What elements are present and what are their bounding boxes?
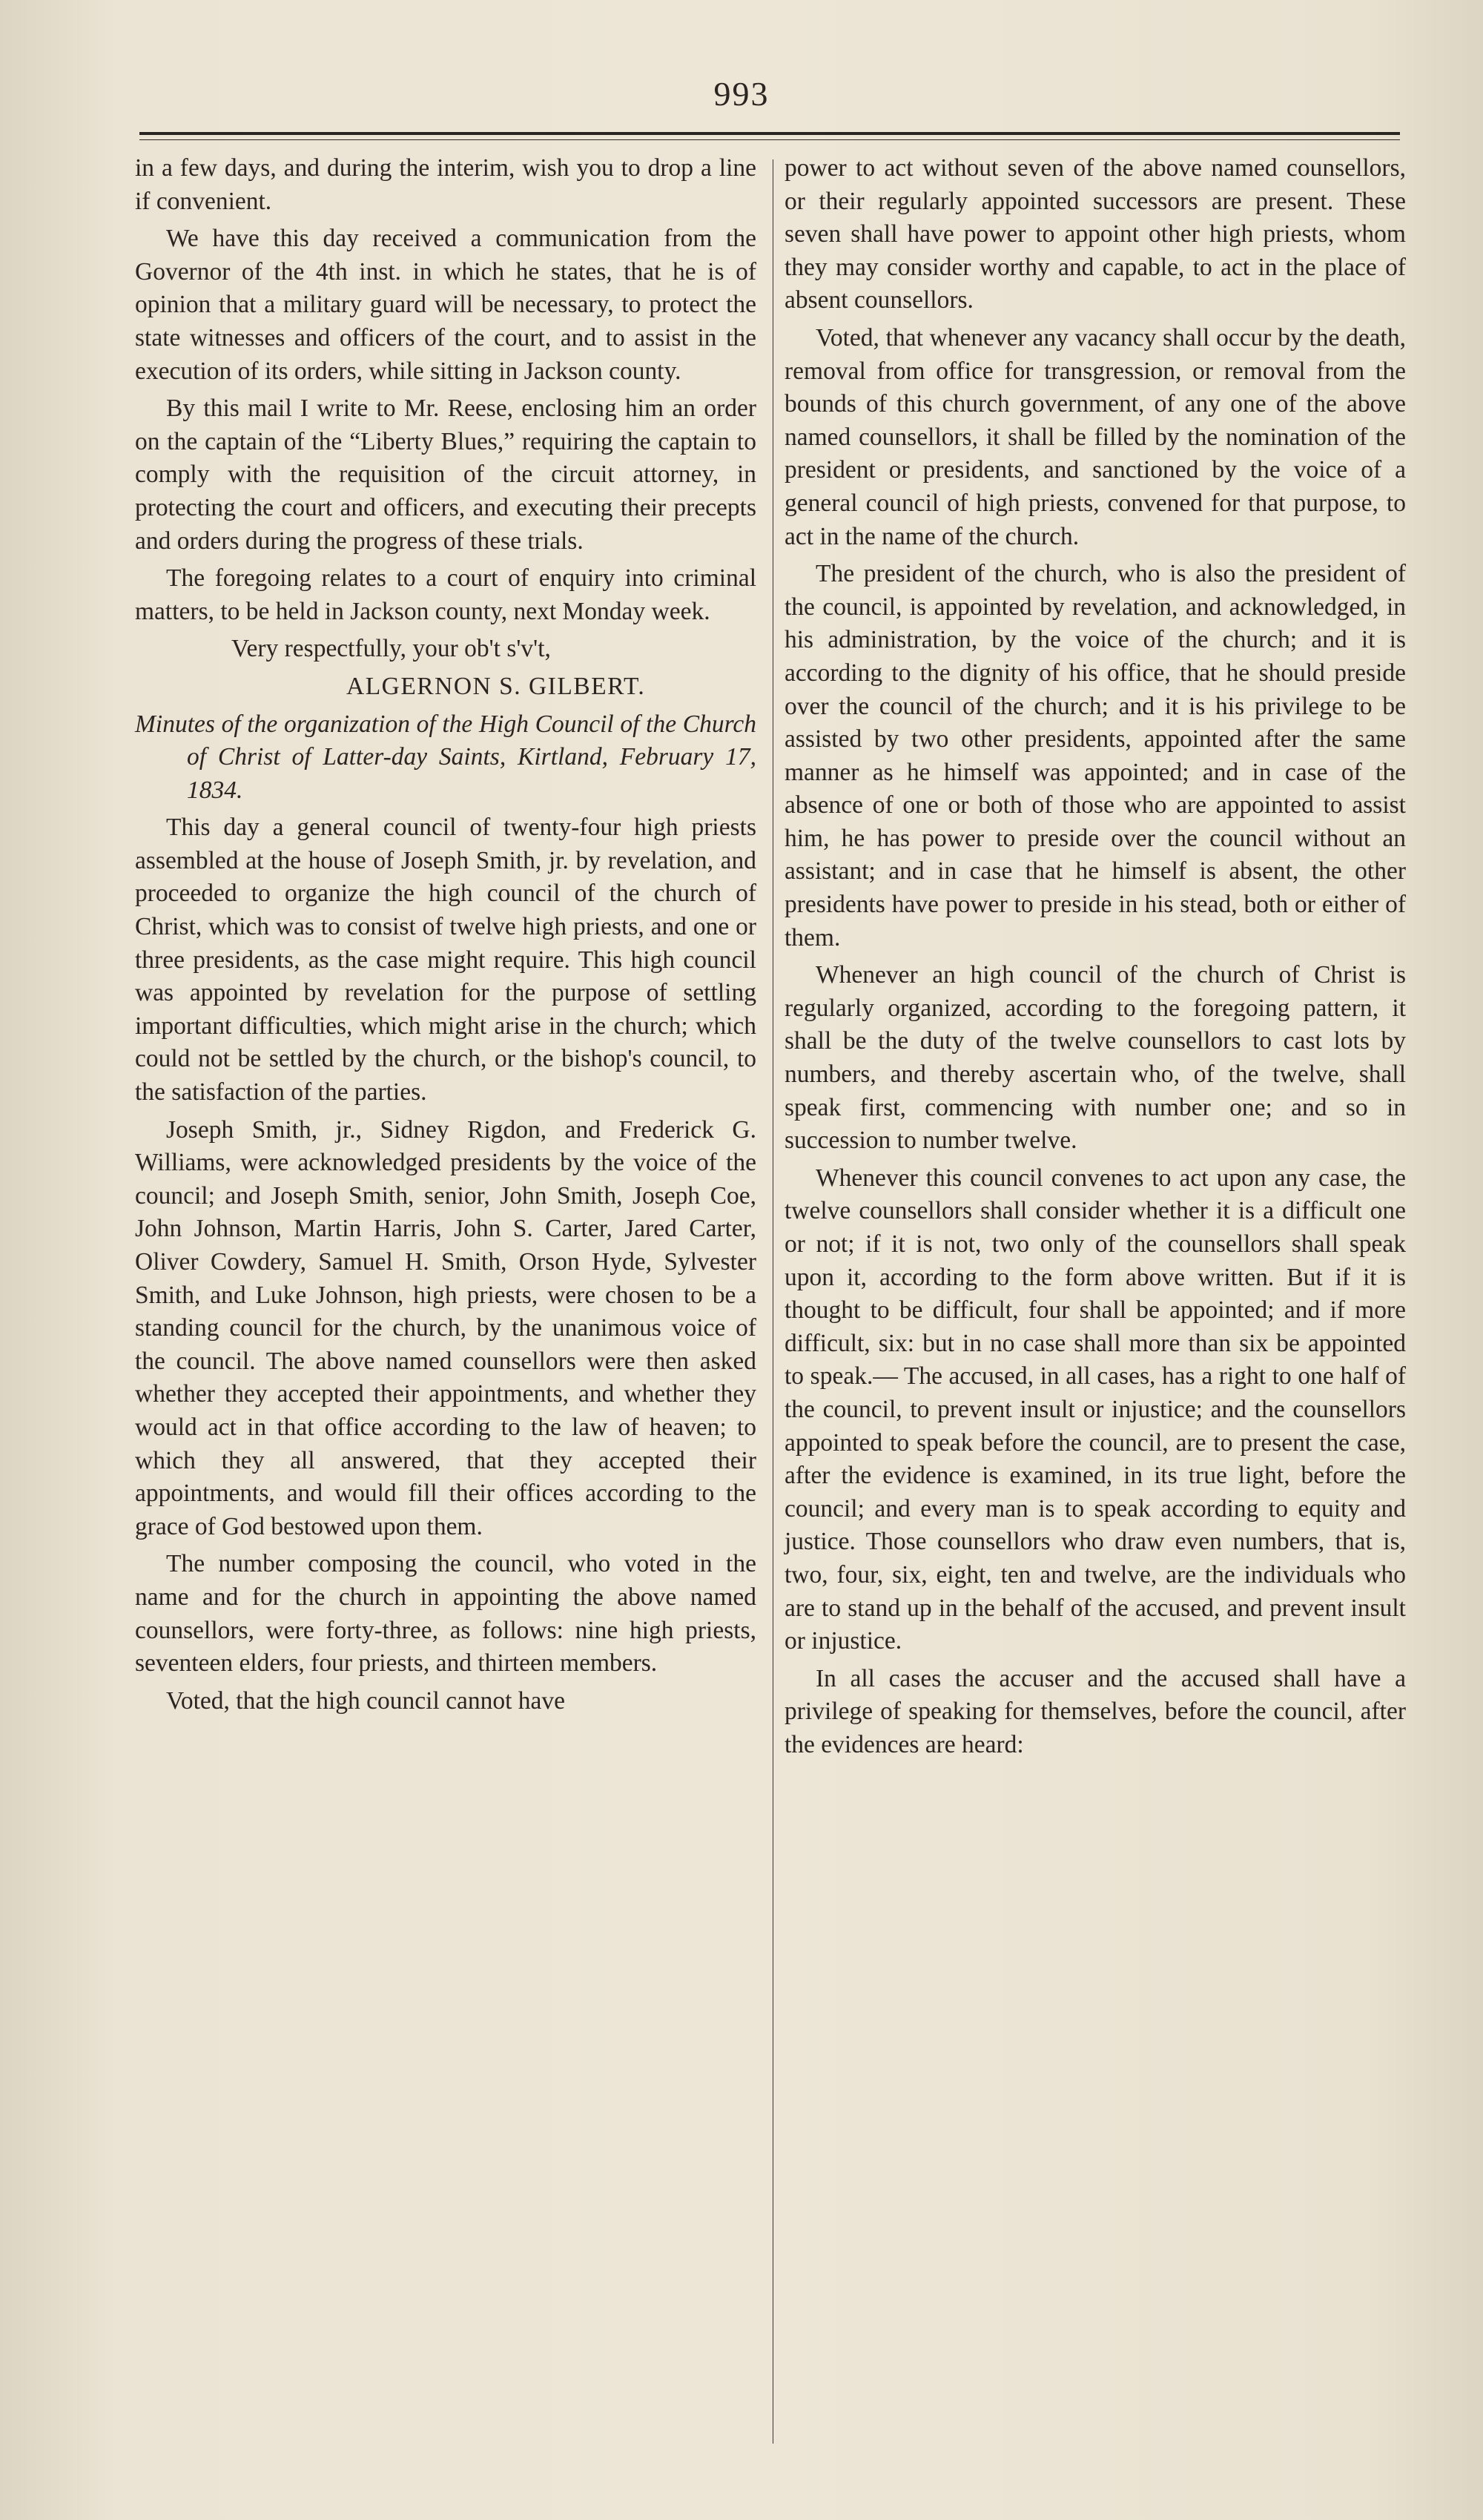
paragraph: This day a general council of twenty-four high priests assembled at the house of Joseph Smith, jr. by revelation, and proceeded to organize the high council of the church of Christ, which was to consist of twelve high priests, and one or three presidents, as the case might require. This high council was appointed by revelation for the purpose of settling important difficulties, which might arise in the church; which could not be settled by the church, or the bishop's council, to the satisfaction of the parties. bbox=[135, 814, 756, 1106]
paragraph: Voted, that whenever any vacancy shall occur by the death, removal from office for transgression, or removal from the bounds of this church government, of any one of the above named counsellors, it shall be filled by the nomination of the president or presidents, and sanctioned by the voice of a general council of high priests, convened for that purpose, to act in the name of the church. bbox=[785, 323, 1406, 550]
paragraph: in a few days, and during the interim, wish you to drop a line if convenient. bbox=[135, 154, 756, 215]
paragraph: Joseph Smith, jr., Sidney Rigdon, and Frederick G. Williams, were acknowledged presidents by the voice of the council; and Joseph Smith, senior, John Smith, Joseph Coe, John Johnson, Martin Harris, John S. Carter, Jared Carter, Oliver Cowdery, Samuel H. Smith, Orson Hyde, Sylvester Smith, and Luke Johnson, high priests, were chosen to be a standing council for the church, by the unanimous voice of the council. The above named counsellors were then asked whether they accepted their appointments, and whether they would act in that office according to the law of heaven; to which they all answered, that they accepted their appointments, and would fill their offices according to the grace of God bestowed upon them. bbox=[135, 1115, 756, 1540]
header-rule bbox=[139, 132, 1400, 135]
paragraph: In all cases the accuser and the accused shall have a privilege of speaking for themselves, before the council, after the evidences are heard: bbox=[785, 1664, 1406, 1758]
page-number: 993 bbox=[713, 75, 770, 113]
left-column bbox=[135, 152, 756, 1722]
paragraph: Voted, that the high council cannot have bbox=[166, 1686, 566, 1715]
header-rule-thin bbox=[139, 139, 1400, 140]
letter-signature: ALGERNON S. GILBERT. bbox=[346, 672, 646, 700]
paragraph: Whenever this council convenes to act upon any case, the twelve counsellors shall consider whether it is a difficult one or not; if it is not, two only of the counsellors shall speak upon it, according to the form above written. But if it is thought to be difficult, four shall be appointed; and if more difficult, six: but in no case shall more than six be appointed to speak.— The accused, in all cases, has a right to one half of the council, to prevent insult or injustice; and the counsellors appointed to speak before the council, are to present the case, after the evidence is examined, in its true light, before the council; and every man is to speak according to equity and justice. Those counsellors who draw even numbers, that is, two, four, six, eight, ten and twelve, are the individuals who are to stand up in the behalf of the accused, and prevent insult or injustice. bbox=[785, 1164, 1406, 1655]
paragraph: The president of the church, who is also the president of the council, is appointed by revelation, and acknowledged, in his administration, by the voice of the church; and it is according to the dignity of his office, that he should preside over the council of the church; and it is his privilege to be assisted by two other presidents, appointed after the same manner as he himself was appointed; and in case of the absence of one or both of those who are appointed to assist him, he has power to preside over the council without an assistant; and in case that he himself is absent, the other presidents have power to preside in his stead, both or either of them. bbox=[785, 560, 1406, 951]
paragraph: The foregoing relates to a court of enquiry into criminal matters, to be held in Jackson county, next Monday week. bbox=[135, 564, 756, 625]
right-column bbox=[785, 152, 1406, 1767]
paragraph: We have this day received a communication from the Governor of the 4th inst. in which he states, that he is of opinion that a military guard will be necessary, to protect the state witnesses and officers of the court, and to assist in the execution of its orders, while sitting in Jackson county. bbox=[135, 225, 756, 385]
paragraph: The number composing the council, who voted in the name and for the church in appointing the above named counsellors, were forty-three, as follows: nine high priests, seventeen elders, four priests, and thirteen members. bbox=[135, 1550, 756, 1678]
letter-signoff: Very respectfully, your ob't s'v't, bbox=[231, 635, 551, 663]
paragraph: By this mail I write to Mr. Reese, enclosing him an order on the captain of the “Liberty Blues,” requiring the captain to comply with the requisition of the circuit attorney, in protecting the court and officers, and executing their precepts and orders during the progress of these trials. bbox=[135, 395, 756, 555]
minutes-heading: Minutes of the organization of the High Council of the Church of Christ of Latter-day Saints, Kirtland, February 17, 1834. bbox=[135, 710, 756, 804]
paragraph: power to act without seven of the above named counsellors, or their regularly appointed successors are present. These seven shall have power to appoint other high priests, whom they may consider worthy and capable, to act in the place of absent counsellors. bbox=[785, 154, 1406, 314]
paragraph: Whenever an high council of the church of Christ is regularly organized, according to the foregoing pattern, it shall be the duty of the twelve counsellors to cast lots by numbers, and thereby ascertain who, of the twelve, shall speak first, commencing with number one; and so in succession to number twelve. bbox=[785, 961, 1406, 1155]
